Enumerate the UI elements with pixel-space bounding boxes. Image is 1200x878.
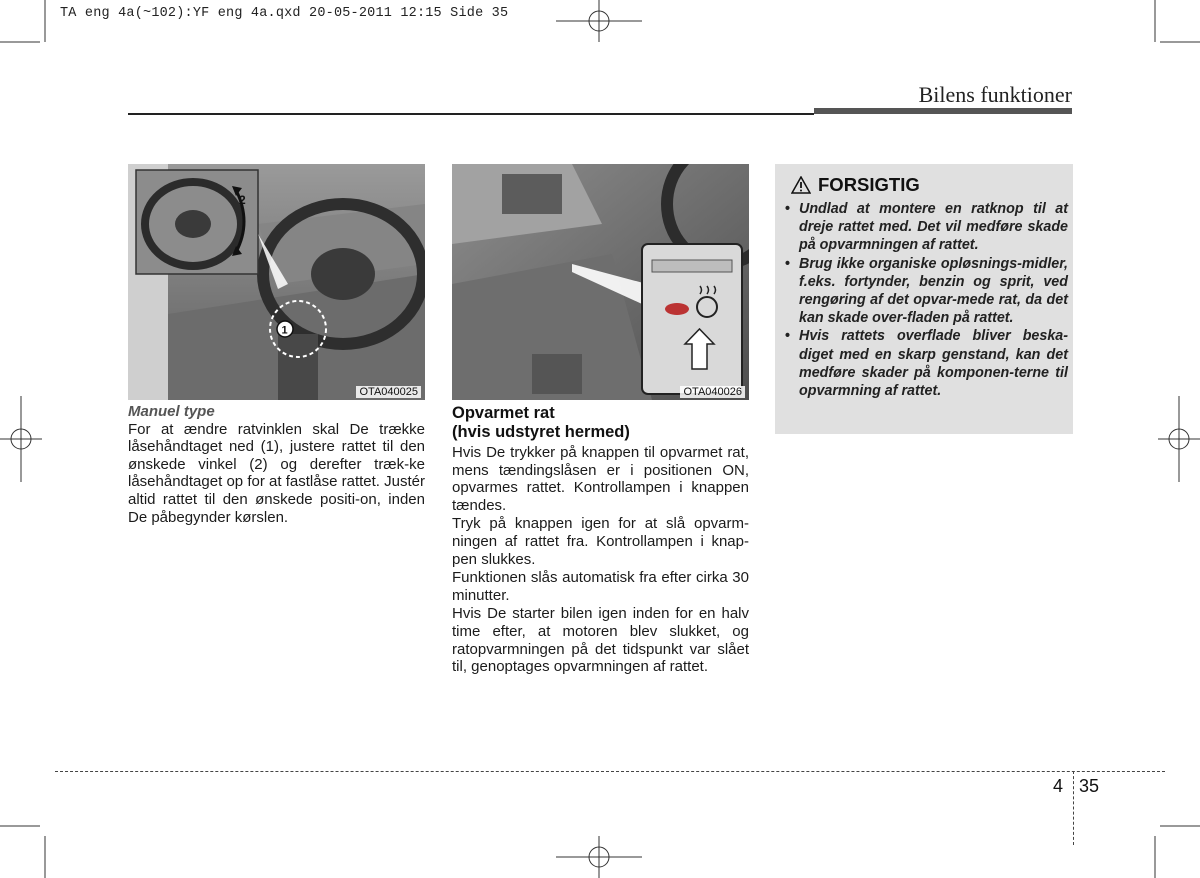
steering-tilt-illustration	[128, 164, 425, 400]
chapter-number: 4	[1053, 776, 1064, 796]
manual-type-section	[128, 403, 425, 526]
figure-steering-tilt	[128, 164, 425, 400]
footer-divider	[1073, 771, 1074, 845]
heated-wheel-paragraph: Hvis De trykker på knappen til opvarmet rat, mens tændingslåsen er i positionen ON, opvarmes rattet. Kontrollampen i knappen tændes.	[452, 444, 749, 514]
manual-type-text: For at ændre ratvinklen skal De trække låsehåndtaget ned (1), justere rattet til den ønskede vinkel (2) og derefter træk-ke låsehåndtaget op for at fastlåse rattet. Justér altid rattet til den ønskede positi-on, inden De påbegynder kørslen.	[128, 420, 425, 526]
header-rule-accent	[814, 108, 1072, 114]
print-slug: TA eng 4a(~102):YF eng 4a.qxd 20-05-2011 12:15 Side 35	[60, 6, 509, 21]
heated-button-illustration	[452, 164, 749, 400]
caution-item: • Hvis rattets overflade bliver beska-diget med en skarp genstand, kan det medføre skader på komponen-terne til opvarmning af rattet.	[785, 327, 1068, 400]
callout-2: 2	[239, 193, 246, 207]
registration-mark-top	[556, 0, 642, 42]
heated-wheel-paragraph: Hvis De starter bilen igen inden for en halv time efter, at motoren blev slukket, og ratopvarmningen på det tidspunkt var slået til, genoptages opvarmningen af rattet.	[452, 605, 749, 676]
figure-heated-wheel-button	[452, 164, 749, 400]
caution-list	[785, 200, 1068, 400]
callout-1: 1	[281, 324, 288, 337]
section-title: Bilens funktioner	[918, 82, 1072, 107]
registration-mark-bottom	[556, 836, 642, 878]
heated-wheel-heading-line2: (hvis udstyret hermed)	[452, 422, 630, 441]
heated-wheel-heading-line1: Opvarmet rat	[452, 404, 555, 422]
caution-item: • Brug ikke organiske opløsnings-midler, f.eks. fortynder, benzin og sprit, ved rengøring af det opvar-mede rat, da det kan skade over-fladen på rattet.	[785, 255, 1068, 328]
caution-box	[775, 164, 1073, 434]
manual-type-heading: Manuel type	[128, 403, 215, 420]
caution-title	[791, 174, 920, 196]
caution-item: • Undlad at montere en ratknop til at dreje rattet med. Det vil medføre skade på opvarmningen af rattet.	[785, 200, 1068, 255]
warning-triangle-icon	[791, 176, 811, 194]
registration-mark-left	[0, 396, 42, 482]
heated-wheel-section	[452, 404, 749, 676]
figure-code: OTA040025	[356, 386, 421, 398]
figure-code: OTA040026	[680, 386, 745, 398]
footer-rule	[55, 771, 1165, 772]
header-rule	[128, 113, 814, 115]
caution-title-text: FORSIGTIG	[818, 174, 920, 195]
heated-wheel-paragraph: Funktionen slås automatisk fra efter cirka 30 minutter.	[452, 569, 749, 604]
heated-wheel-paragraph: Tryk på knappen igen for at slå opvarm-ningen af rattet fra. Kontrollampen i knap-pen slukkes.	[452, 515, 749, 568]
registration-mark-right	[1158, 396, 1200, 482]
page-number: 35	[1079, 776, 1100, 796]
